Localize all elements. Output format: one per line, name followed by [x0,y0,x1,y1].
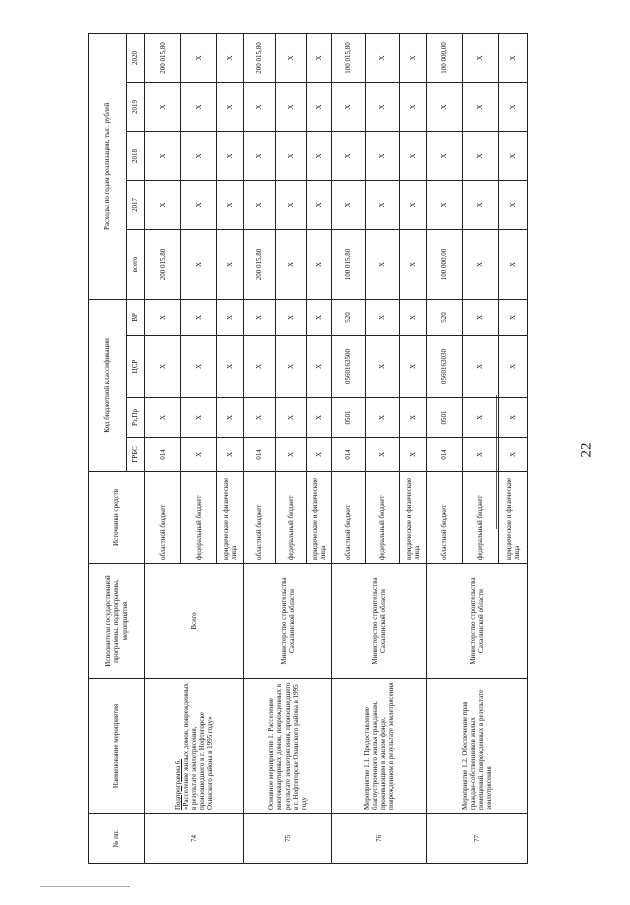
csr-cell: 0560163030 [426,336,462,398]
y2020-cell: Х [275,33,307,82]
y2019-cell: Х [426,82,462,131]
y2017-cell: Х [498,180,527,229]
event-name-cell [426,679,527,814]
rzpr-cell: Х [181,398,217,438]
vr-cell: Х [307,299,332,335]
rotated-page-content [88,34,528,864]
header-total: всего [127,229,145,299]
y2018-cell: Х [275,131,307,180]
vr-cell: Х [181,299,217,335]
y2020-cell: Х [217,33,244,82]
header-2018: 2018 [127,131,145,180]
vr-cell: Х [275,299,307,335]
rzpr-cell: Х [307,398,332,438]
vr-cell: Х [217,299,244,335]
grbs-cell: 014 [426,438,462,472]
rzpr-cell: Х [365,398,399,438]
total-cell: 100 000,00 [426,229,462,299]
y2020-cell: Х [365,33,399,82]
y2018-cell: Х [365,131,399,180]
row-number: 77 [426,814,527,864]
header-rzpr: Рз,Пр [127,398,145,438]
row-number: 75 [244,814,332,864]
rzpr-cell: Х [462,398,498,438]
grbs-cell: Х [181,438,217,472]
source-cell: федеральный бюджет [462,472,498,564]
budget-table [88,33,528,864]
event-description: Основное мероприятие 1. Расселение многоквартирных домов, поврежденных в результате землетрясения, произошедшего в г. Нефтегорске Охинского района в 1995 году [267,682,308,810]
y2017-cell: Х [244,180,276,229]
y2018-cell: Х [145,131,181,180]
grbs-cell: Х [365,438,399,472]
vr-cell: Х [462,299,498,335]
csr-cell: Х [365,336,399,398]
y2020-cell: Х [399,33,426,82]
y2018-cell: Х [217,131,244,180]
page-number: 22 [578,442,595,458]
event-name-cell [145,679,244,814]
csr-cell: Х [244,336,276,398]
y2018-cell: Х [331,131,365,180]
y2019-cell: Х [365,82,399,131]
source-cell: юридические и физические лица [498,472,527,564]
total-cell: Х [275,229,307,299]
rzpr-cell: Х [399,398,426,438]
grbs-cell: 014 [331,438,365,472]
y2019-cell: Х [244,82,276,131]
source-cell: юридические и физические лица [217,472,244,564]
source-cell: юридические и физические лица [307,472,332,564]
y2017-cell: Х [331,180,365,229]
y2018-cell: Х [181,131,217,180]
y2018-cell: Х [498,131,527,180]
y2019-cell: Х [217,82,244,131]
csr-cell: Х [181,336,217,398]
table-row [145,33,181,863]
rzpr-cell: Х [498,398,527,438]
grbs-cell: Х [217,438,244,472]
csr-cell: Х [145,336,181,398]
y2017-cell: Х [426,180,462,229]
y2019-cell: Х [307,82,332,131]
y2019-cell: Х [331,82,365,131]
grbs-cell: Х [307,438,332,472]
y2019-cell: Х [275,82,307,131]
total-cell: Х [399,229,426,299]
total-cell: 100 015,80 [331,229,365,299]
csr-cell: Х [275,336,307,398]
rzpr-cell: Х [244,398,276,438]
csr-cell: 0560163500 [331,336,365,398]
event-description: «Расселение жилых домов, поврежденных в результате землетрясения, произошедшего в г. Нефтегорске Охинского района в 1995 году» [181,683,215,810]
grbs-cell: 014 [145,438,181,472]
grbs-cell: Х [275,438,307,472]
header-executors: Исполнители государственной программы, подпрограммы, мероприятия [89,564,145,679]
executor-cell: Всего [145,564,244,679]
vr-cell: Х [145,299,181,335]
header-2017: 2017 [127,180,145,229]
table-row [331,33,365,863]
source-cell: федеральный бюджет [275,472,307,564]
y2019-cell: Х [399,82,426,131]
event-name-cell [331,679,426,814]
source-cell: областной бюджет [145,472,181,564]
total-cell: Х [181,229,217,299]
rotated-table-area [88,34,528,864]
executor-cell: Министерство строительства Сахалинской области [331,564,426,679]
csr-cell: Х [307,336,332,398]
y2017-cell: Х [275,180,307,229]
header-2019: 2019 [127,82,145,131]
rzpr-cell: Х [145,398,181,438]
y2018-cell: Х [426,131,462,180]
row-number: 76 [331,814,426,864]
grbs-cell: Х [462,438,498,472]
y2020-cell: Х [307,33,332,82]
source-cell: областной бюджет [331,472,365,564]
y2017-cell: Х [462,180,498,229]
total-cell: Х [217,229,244,299]
y2020-cell: Х [181,33,217,82]
total-cell: Х [498,229,527,299]
source-cell: областной бюджет [426,472,462,564]
vr-cell: Х [498,299,527,335]
header-source: Источники средств [89,472,145,564]
y2017-cell: Х [307,180,332,229]
header-2020: 2020 [127,33,145,82]
y2020-cell: 200 015,80 [145,33,181,82]
y2020-cell: 100 015,80 [331,33,365,82]
vr-cell: 520 [331,299,365,335]
event-description: Мероприятие 1.1. Предоставление благоустроенного жилья гражданам, проживающим в жилом фонде, поврежденном в результате землетрясения [362,682,395,810]
source-cell: юридические и физические лица [399,472,426,564]
event-description: Мероприятие 1.2. Обеспечение прав граждан-собственников жилых помещений, поврежденных в результате землетрясения [460,689,493,810]
header-vr: ВР [127,299,145,335]
total-cell: Х [307,229,332,299]
event-name-cell [244,679,332,814]
table-body [145,33,528,863]
executor-cell: Министерство строительства Сахалинской области [244,564,332,679]
y2020-cell: Х [498,33,527,82]
total-cell: 200 015,80 [244,229,276,299]
y2017-cell: Х [145,180,181,229]
vr-cell: Х [244,299,276,335]
source-cell: областной бюджет [244,472,276,564]
header-event-name: Наименование мероприятия [89,679,145,814]
y2019-cell: Х [145,82,181,131]
header-num: № пп. [89,814,145,864]
header-budget-code: Код бюджетной классификации [89,299,127,471]
y2017-cell: Х [181,180,217,229]
y2017-cell: Х [217,180,244,229]
y2020-cell: Х [462,33,498,82]
event-title: Подпрограмма 6. [173,758,182,810]
y2017-cell: Х [399,180,426,229]
grbs-cell: 014 [244,438,276,472]
rzpr-cell: 0501 [426,398,462,438]
csr-cell: Х [498,336,527,398]
total-cell: Х [462,229,498,299]
csr-cell: Х [462,336,498,398]
y2018-cell: Х [244,131,276,180]
header-csr: ЦСР [127,336,145,398]
source-cell: федеральный бюджет [181,472,217,564]
scan-artifact-line [40,886,130,887]
grbs-cell: Х [498,438,527,472]
vr-cell: Х [365,299,399,335]
source-cell: федеральный бюджет [365,472,399,564]
executor-cell: Министерство строительства Сахалинской области [426,564,527,679]
header-expenses: Расходы по годам реализации, тыс. рублей [89,33,127,299]
rzpr-cell: 0501 [331,398,365,438]
y2019-cell: Х [181,82,217,131]
vr-cell: 520 [426,299,462,335]
table-row [426,33,462,863]
y2017-cell: Х [365,180,399,229]
total-cell: Х [365,229,399,299]
csr-cell: Х [217,336,244,398]
y2018-cell: Х [399,131,426,180]
csr-cell: Х [399,336,426,398]
grbs-cell: Х [399,438,426,472]
rzpr-cell: Х [217,398,244,438]
row-number: 74 [145,814,244,864]
y2019-cell: Х [462,82,498,131]
header-grbs: ГРБС [127,438,145,472]
y2019-cell: Х [498,82,527,131]
y2020-cell: 200 015,80 [244,33,276,82]
vr-cell: Х [399,299,426,335]
y2018-cell: Х [462,131,498,180]
y2018-cell: Х [307,131,332,180]
total-cell: 200 015,80 [145,229,181,299]
rzpr-cell: Х [275,398,307,438]
y2020-cell: 100 000,00 [426,33,462,82]
table-row [244,33,276,863]
